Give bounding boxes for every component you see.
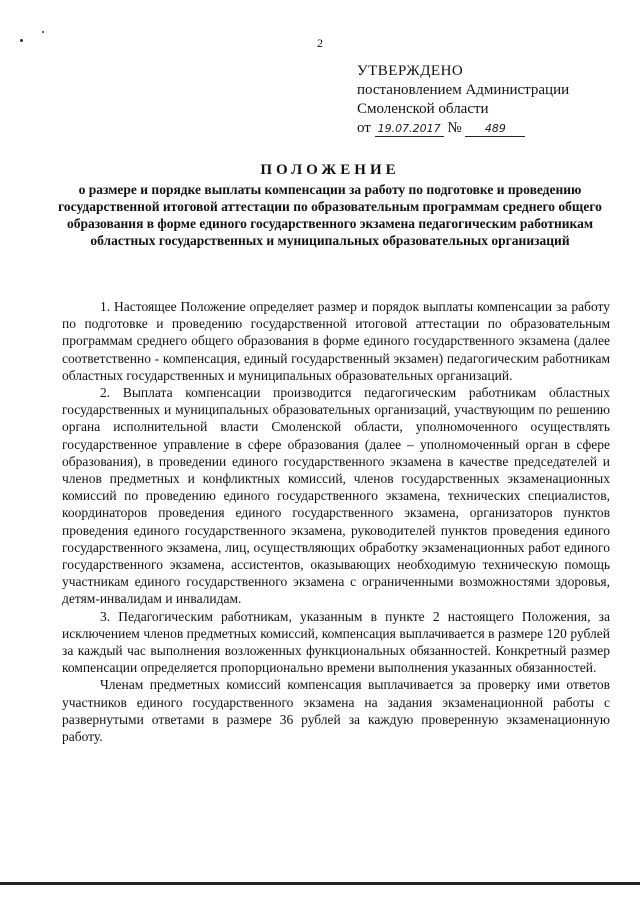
approval-line-1: постановлением Администрации bbox=[357, 82, 570, 98]
paragraph-2: 2. Выплата компенсации производится педагогическим работникам областных государственных и муниципальных образовательных организаций, участвующим по решению органа исполнительной власти Смоленской области, уполномоченного осуществлять государственное управление в сфере образования (далее – уполномоченный орган в сфере образования), в проведении единого государственного экзамена в качестве председателей и членов предметных и конфликтных комиссий, членов государственных экзаменационных комиссий по проведению единого государственного экзамена, технических специалистов, координаторов проведения единого государственного экзамена, организаторов пунктов проведения единого государственного экзамена, руководителей пунктов проведения единого государственного экзамена, лиц, осуществляющих обработку экзаменационных работ единого государственного экзамена, ассистентов, оказывающих необходимую техническую помощь участникам единого государственного экзамена с ограниченными возможностями здоровья, детям-инвалидам и инвалидам. bbox=[62, 385, 610, 607]
document-body bbox=[62, 298, 610, 745]
paragraph-1: 1. Настоящее Положение определяет размер и порядок выплаты компенсации за работу по подготовке и проведению государственной итоговой аттестации по образовательным программам среднего общего образования в форме единого государственного экзамена (далее соответственно - компенсация, единый государственный экзамен) педагогическим работникам областных государственных и муниципальных образовательных организаций. bbox=[62, 299, 610, 383]
document-title: ПОЛОЖЕНИЕ bbox=[260, 162, 400, 178]
scan-speck bbox=[42, 31, 44, 33]
approval-date-line bbox=[357, 119, 627, 138]
document-subtitle: о размере и порядке выплаты компенсации за работу по подготовке и проведению государственной итоговой аттестации по образовательным программам среднего общего образования в форме единого государственного экзамена педагогическим работникам областных государственных и муниципальных образовательных организаций bbox=[58, 182, 602, 248]
document-title-block bbox=[55, 162, 605, 249]
approval-date-handwritten: 19.07.2017 bbox=[375, 122, 444, 137]
approval-heading: УТВЕРЖДЕНО bbox=[357, 63, 464, 79]
page-number: 2 bbox=[317, 36, 323, 50]
scan-bottom-edge bbox=[0, 882, 640, 885]
approval-number-label: № bbox=[447, 120, 462, 136]
paragraph-4: Членам предметных комиссий компенсация выплачивается за проверку ими ответов участников единого государственного экзамена на задания экзаменационной работы с развернутыми ответами в размере 36 рублей за каждую проверенную экзаменационную работу. bbox=[62, 677, 610, 745]
paragraph-3: 3. Педагогическим работникам, указанным в пункте 2 настоящего Положения, за исключением членов предметных комиссий, компенсация выплачивается в размере 120 рублей за каждый час выполнения возложенных функциональных обязанностей. Конкретный размер компенсации определяется пропорционально времени выполнения указанных обязанностей. bbox=[62, 608, 610, 676]
approval-line-2: Смоленской области bbox=[357, 101, 489, 117]
approval-stamp-block bbox=[357, 62, 627, 138]
approval-from-label: от bbox=[357, 120, 371, 136]
approval-number-handwritten: 489 bbox=[465, 122, 525, 137]
